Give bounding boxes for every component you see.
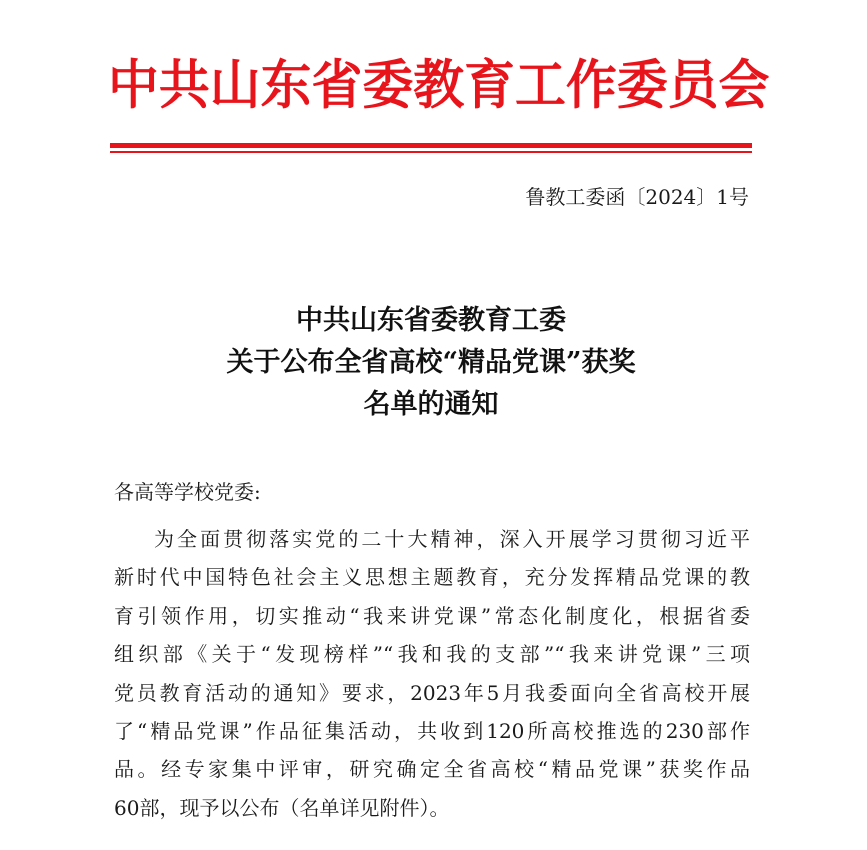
header-red-rule-thick bbox=[110, 143, 752, 148]
body-line: 60部，现予以公布（名单详见附件）。 bbox=[114, 795, 450, 820]
document-title-line-2: 关于公布全省高校“精品党课”获奖 bbox=[226, 347, 636, 378]
header-red-rule-thin bbox=[110, 151, 752, 153]
body-line: 育引领作用，切实推动“我来讲党课”常态化制度化，根据省委 bbox=[114, 603, 750, 628]
body-line: 新时代中国特色社会主义思想主题教育，充分发挥精品党课的教 bbox=[114, 565, 750, 590]
body-line: 组织部《关于“发现榜样”“我和我的支部”“我来讲党课”三项 bbox=[114, 642, 750, 667]
body-line: 为全面贯彻落实党的二十大精神，深入开展学习贯彻习近平 bbox=[154, 527, 750, 551]
body-line: 党员教育活动的通知》要求，2023年5月我委面向全省高校开展 bbox=[114, 680, 750, 705]
body-line: 品。经专家集中评审，研究确定全省高校“精品党课”获奖作品 bbox=[114, 757, 750, 782]
document-title-line-3: 名单的通知 bbox=[363, 389, 499, 420]
body-line: 了“精品党课”作品征集活动，共收到120所高校推选的230部作 bbox=[114, 718, 750, 743]
org-header-title: 中共山东省委教育工作委员会 bbox=[108, 54, 770, 116]
salutation: 各高等学校党委: bbox=[114, 480, 261, 504]
document-title-line-1: 中共山东省委教育工委 bbox=[296, 305, 566, 336]
body-paragraph bbox=[114, 520, 750, 827]
document-number: 鲁教工委函〔2024〕1号 bbox=[525, 185, 749, 209]
